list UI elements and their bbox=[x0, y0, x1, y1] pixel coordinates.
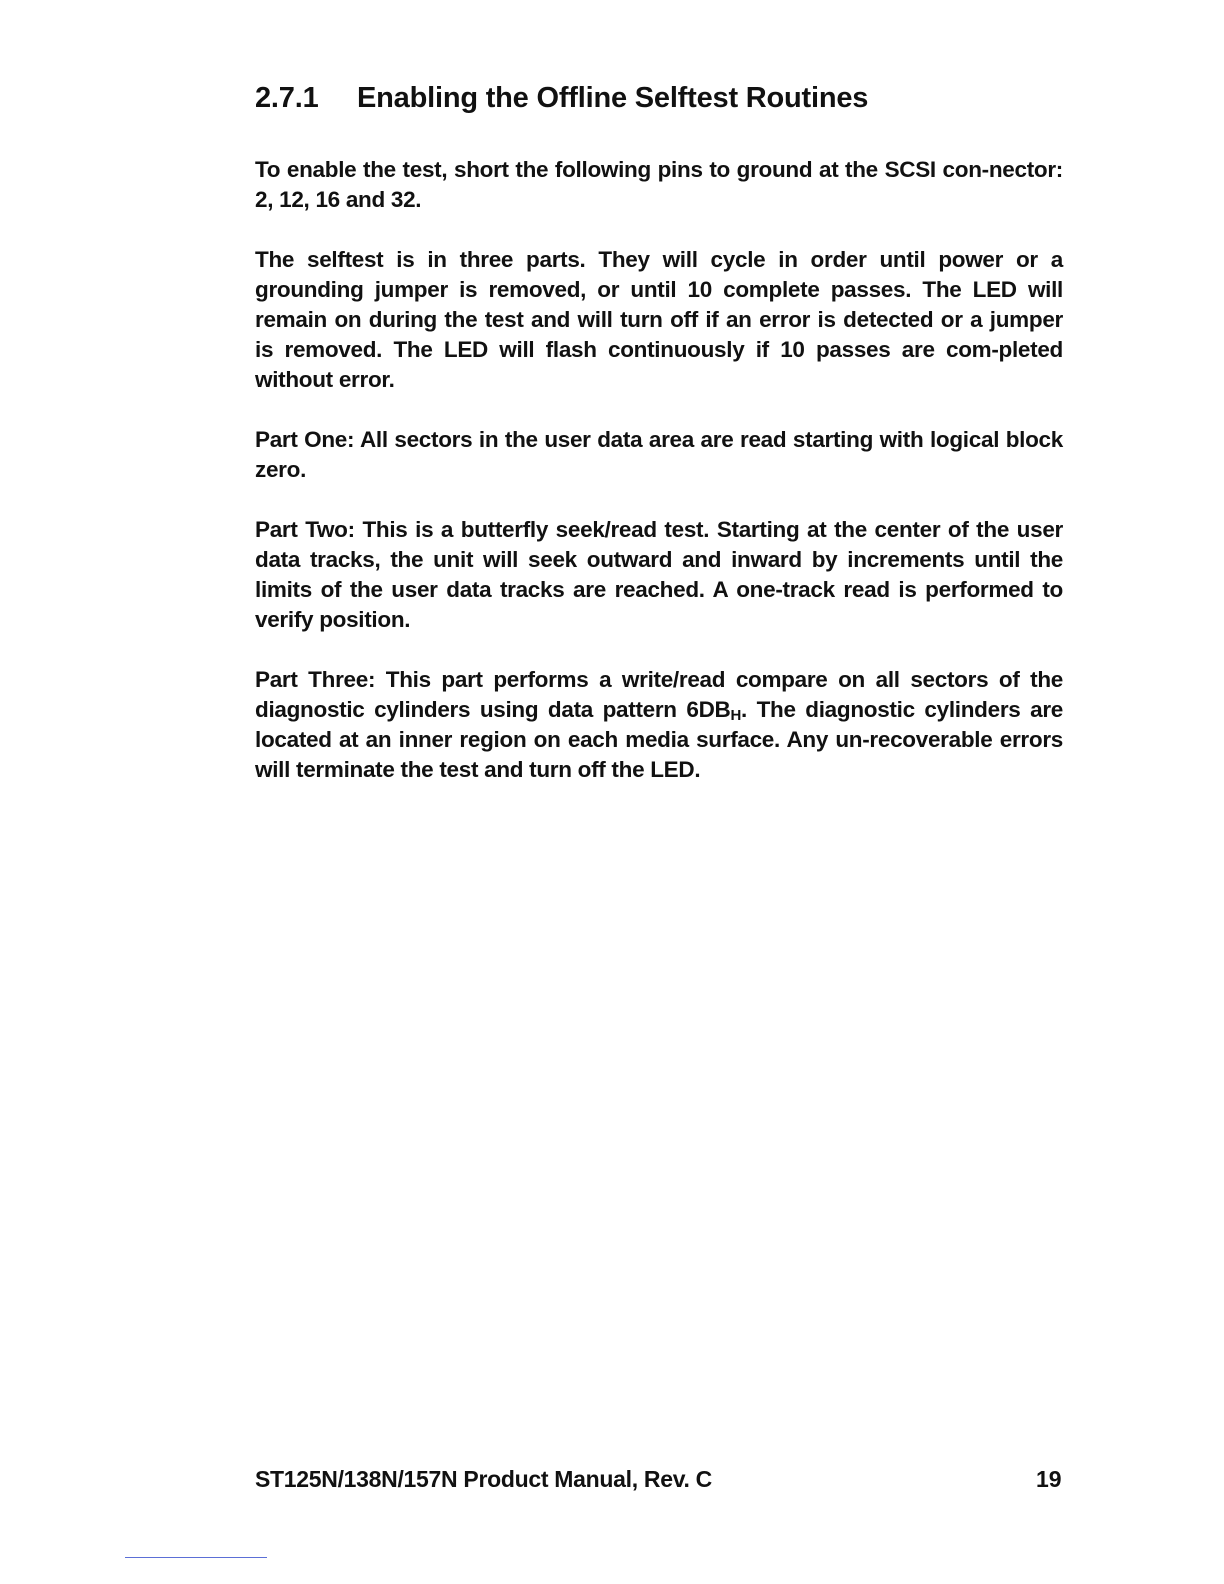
part-one-label: Part One: bbox=[255, 427, 355, 452]
part-three-text-b: . The diagnostic cylinders are located at an inner region on each media surface. Any un-recoverable errors will terminate the test and turn off the LED. bbox=[255, 697, 1063, 782]
section-heading bbox=[255, 82, 868, 115]
section-title: Enabling the Offline Selftest Routines bbox=[357, 82, 869, 114]
hex-subscript: H bbox=[730, 707, 742, 724]
part-two-label: Part Two: bbox=[255, 517, 355, 542]
part-one-text: All sectors in the user data area are read starting with logical block zero. bbox=[255, 427, 1063, 482]
paragraph-enable-test: To enable the test, short the following pins to ground at the SCSI con-nector: 2, 12, 16 and 32. bbox=[255, 157, 1063, 212]
part-three-text-a: This part performs a write/read compare on all sectors of the diagnostic cylinders using data pattern 6DB bbox=[255, 667, 1063, 722]
footer-manual-title: ST125N/138N/157N Product Manual, Rev. C bbox=[255, 1466, 712, 1492]
paragraph-selftest-overview: The selftest is in three parts. They will cycle in order until power or a grounding jumper is removed, or until 10 complete passes. The LED will remain on during the test and will turn off if an error is detected or a jumper is removed. The LED will flash continuously if 10 passes are com-pleted without error. bbox=[255, 247, 1063, 392]
part-two-text: This is a butterfly seek/read test. Starting at the center of the user data tracks, the unit will seek outward and inward by increments until the limits of the user data tracks are reached. A one-track read is performed to verify position. bbox=[255, 517, 1063, 632]
section-number: 2.7.1 bbox=[255, 82, 319, 114]
paragraph-part-three bbox=[255, 665, 1063, 785]
part-three-label: Part Three: bbox=[255, 667, 376, 692]
footer-page-number: 19 bbox=[1036, 1466, 1062, 1492]
paragraph-part-one bbox=[255, 425, 1063, 485]
bottom-rule bbox=[125, 1557, 267, 1558]
section-body bbox=[255, 155, 1063, 815]
paragraph-part-two bbox=[255, 515, 1063, 635]
